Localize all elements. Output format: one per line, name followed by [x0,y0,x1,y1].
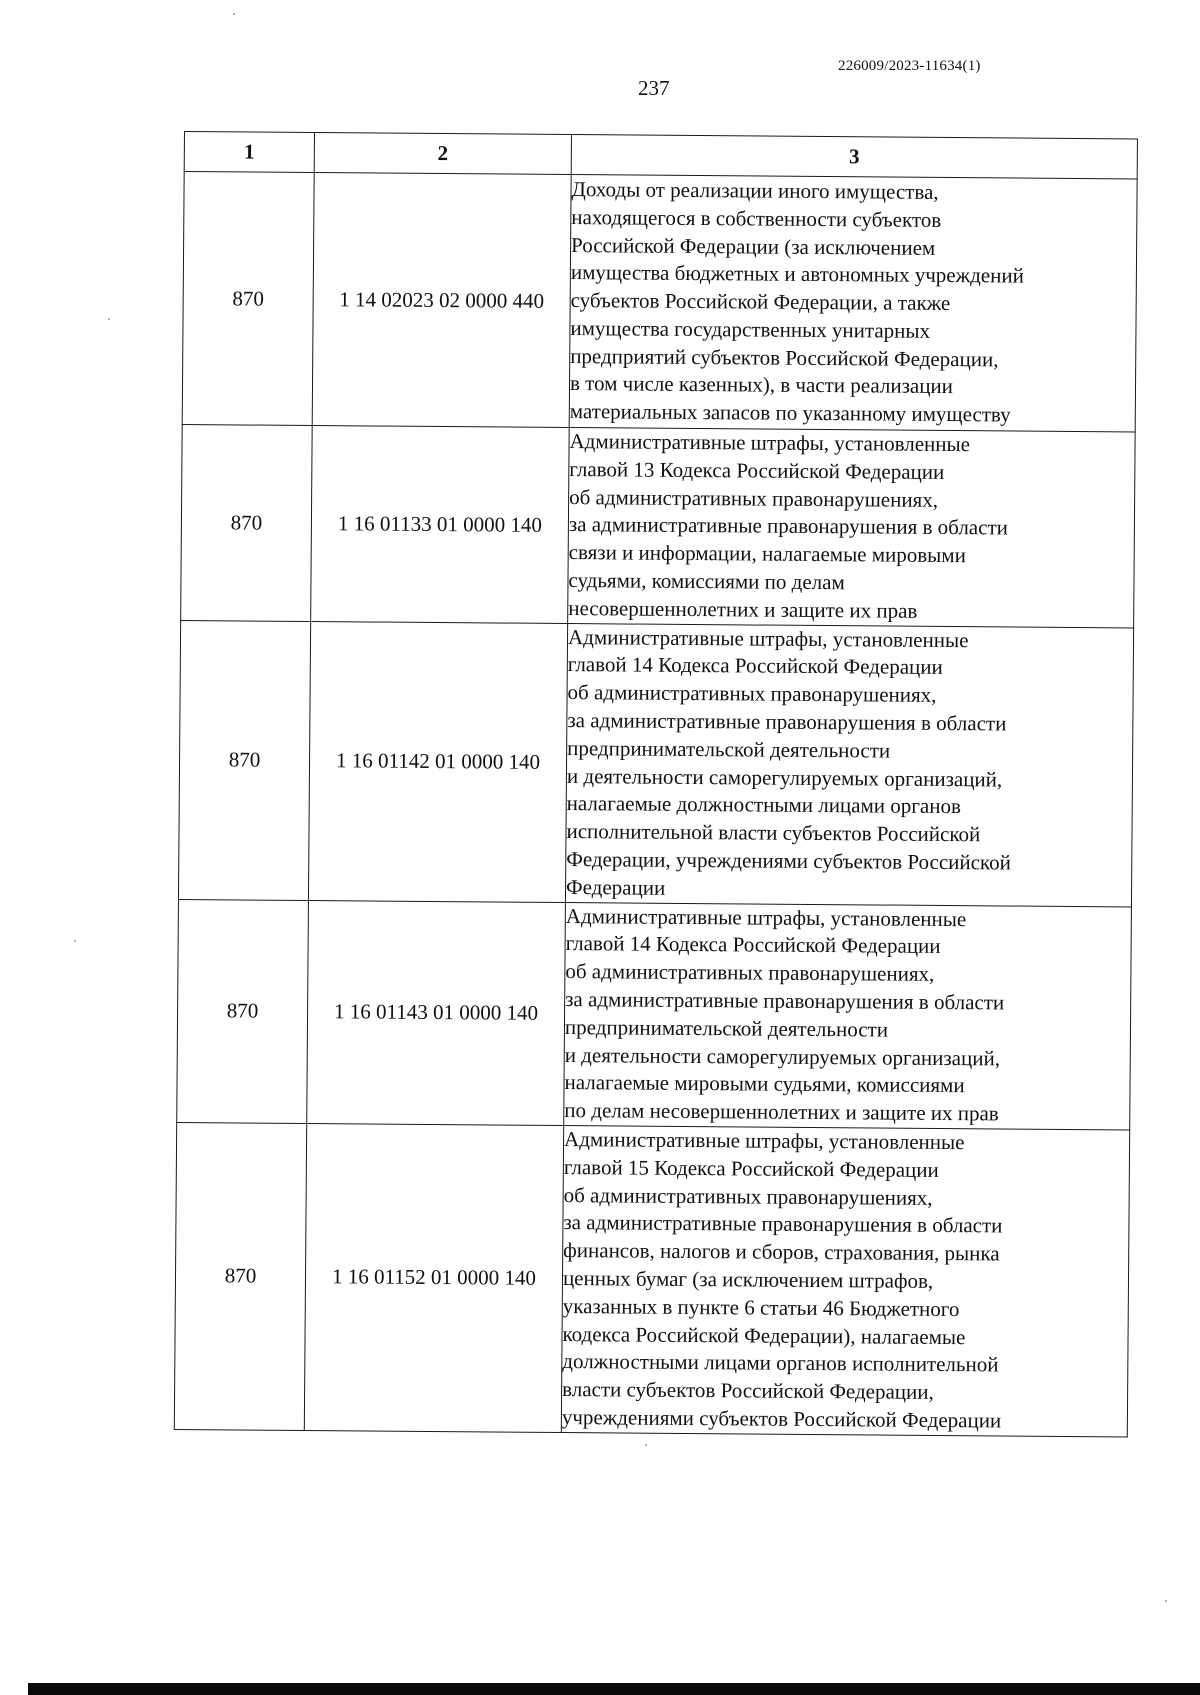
revenue-description-cell: Административные штрафы, установленные главой 14 Кодекса Российской Федерации об административных правонарушениях, за административные правонарушения в области предпринимательской деятельности и деятельности саморегулируемых организаций, налагаемые мировыми судьями, комиссиями по делам несовершеннолетних и защите их прав [564,902,1132,1130]
column-header-3: 3 [571,135,1137,179]
administrator-code-cell: 870 [182,172,314,426]
revenue-description-cell: Административные штрафы, установленные главой 13 Кодекса Российской Федерации об административных правонарушениях, за административные правонарушения в области связи и информации, налагаемые мировыми судьями, комиссиями по делам несовершеннолетних и защите их прав [568,428,1136,628]
scan-speck [74,940,76,942]
scan-speck [645,1444,647,1446]
administrator-code-cell: 870 [174,1122,306,1430]
scan-bottom-edge [28,1683,1200,1695]
revenue-description-cell: Административные штрафы, установленные главой 15 Кодекса Российской Федерации об административных правонарушениях, за административные правонарушения в области финансов, налогов и сборов, страхования, рынка ценных бумаг (за исключением штрафов, указанных в пункте 6 статьи 46 Бюджетного кодекса Российской Федерации), налагаемые должностными лицами органов исполнительной власти субъектов Российской Федерации, учреждениями субъектов Российской Федерации [561,1125,1129,1436]
table-row [182,172,1137,432]
revenue-code-cell: 1 16 01133 01 0000 140 [311,426,570,624]
scan-speck [108,318,110,320]
table-row [174,1122,1129,1436]
scan-speck [233,13,235,15]
table-row [178,620,1133,906]
administrator-code-cell: 870 [177,899,309,1123]
revenue-code-cell: 1 16 01142 01 0000 140 [308,621,567,902]
budget-classification-table [174,131,1138,1437]
administrator-code-cell: 870 [181,424,313,621]
column-header-2: 2 [314,133,571,175]
revenue-description-cell: Административные штрафы, установленные главой 14 Кодекса Российской Федерации об административных правонарушениях, за административные правонарушения в области предпринимательской деятельности и деятельности саморегулируемых организаций, налагаемые должностными лицами органов исполнительной власти субъектов Российской Федерации, учреждениями субъектов Российской Федерации [565,623,1133,906]
column-header-1: 1 [184,132,314,173]
table-row [177,899,1132,1130]
document-registration-number: 226009/2023-11634(1) [838,58,981,74]
table-row [181,424,1136,627]
revenue-code-cell: 1 16 01143 01 0000 140 [307,900,566,1125]
page-number: 237 [638,76,670,100]
administrator-code-cell: 870 [178,620,310,900]
revenue-code-cell: 1 14 02023 02 0000 440 [312,173,571,428]
revenue-code-cell: 1 16 01152 01 0000 140 [304,1123,563,1432]
scan-speck [1165,1600,1167,1602]
revenue-description-cell: Доходы от реализации иного имущества, находящегося в собственности субъектов Российской Федерации (за исключением имущества бюджетных и автономных учреждений субъектов Российской Федерации, а также имущества государственных унитарных предприятий субъектов Российской Федерации, в том числе казенных), в части реализации материальных запасов по указанному имуществу [569,175,1137,432]
